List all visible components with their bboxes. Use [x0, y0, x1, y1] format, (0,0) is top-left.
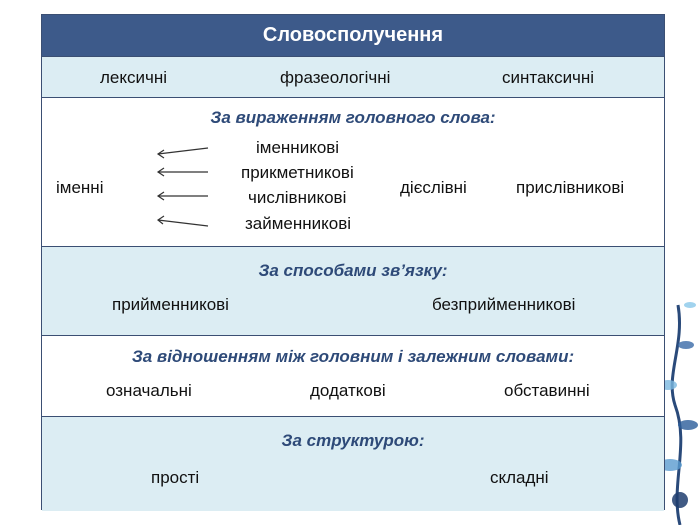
complex: складні [490, 468, 549, 487]
type-lexical: лексичні [100, 68, 168, 87]
title-text: Словосполучення [262, 24, 444, 46]
type-row [42, 57, 664, 98]
nominal-label: іменні [56, 178, 104, 197]
attributive: означальні [106, 381, 192, 400]
subtype-adjective: прикметникові [241, 163, 354, 182]
table-title [42, 15, 664, 57]
subtype-numeral: числівникові [248, 188, 347, 207]
relation-heading: За відношенням між головним і залежним словами: [131, 347, 575, 366]
prepositional: прийменникові [112, 295, 229, 314]
main-word-heading: За вираженням головного слова: [210, 108, 496, 127]
subtype-pronoun: займенникові [245, 214, 352, 233]
type-phraseological: фразеологічні [280, 68, 391, 87]
type-syntactic: синтаксичні [502, 68, 595, 87]
connection-heading: За способами зв’язку: [258, 261, 448, 280]
connection-section [42, 247, 664, 336]
main-word-section [42, 98, 664, 247]
objective: додаткові [310, 381, 386, 400]
structure-heading: За структурою: [281, 431, 425, 450]
subtype-noun: іменникові [256, 138, 340, 157]
non-prepositional: безприйменникові [432, 295, 576, 314]
adverbial-relation: обставинні [504, 381, 590, 400]
adverbial-label: прислівникові [516, 178, 625, 197]
word-combinations-table [41, 14, 665, 510]
relation-section [42, 336, 664, 417]
verbal-label: дієслівні [400, 178, 467, 197]
arrows-to-nominal [154, 144, 210, 230]
simple: прості [151, 468, 200, 487]
structure-section [42, 417, 664, 511]
